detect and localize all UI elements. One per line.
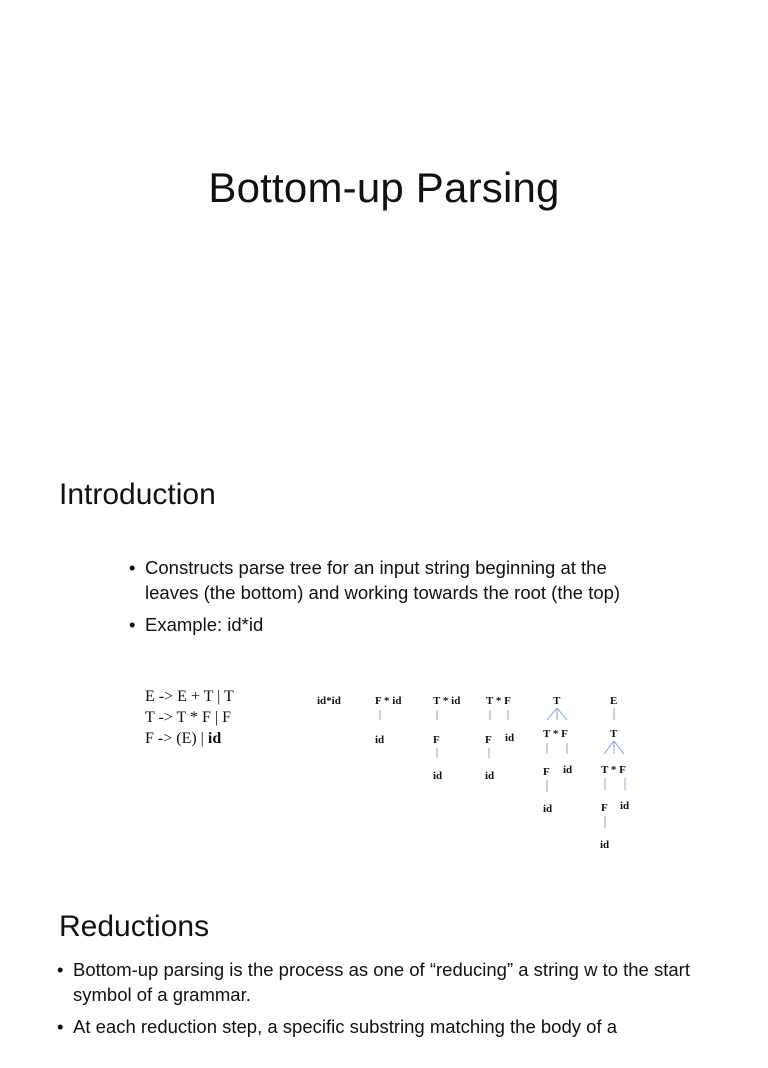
tree-node: T [610,728,618,740]
tree-node: T * id [433,695,461,707]
tree-node: T * F [486,695,511,707]
introduction-slide [0,434,768,868]
tree-node: id [505,732,515,744]
tree-node: F [601,802,608,814]
tree-node: E [610,695,618,707]
grammar-rule: E -> E + T | T [145,688,234,705]
tree-node: id [620,800,630,812]
grammar-rule [145,728,234,749]
grammar-rules [145,686,234,749]
title-slide [0,0,768,434]
tree-node: F [543,766,550,778]
reductions-slide [0,868,768,1068]
tree-node: F * id [375,695,402,707]
tree-node: id [485,770,495,782]
tree-node: id [375,734,385,746]
bullet-item: • At each reduction step, a specific substring matching the body of a [57,1015,707,1040]
tree-node: F [433,734,440,746]
grammar-rule-text: F -> (E) | [145,730,208,747]
tree-node: id [433,770,443,782]
introduction-heading: Introduction [59,478,216,511]
bullet-item: • Example: id*id [129,613,649,638]
tree-edge [604,741,614,754]
tree-node: id [600,839,610,851]
tree-node: T [553,695,561,707]
tree-node: id [563,764,573,776]
tree-node: T * F [601,764,626,776]
grammar-rule: T -> T * F | F [145,709,232,726]
bullet-item: • Bottom-up parsing is the process as one of “reducing” a string w to the start symbol of a grammar. [57,958,707,1007]
bullet-item: • Constructs parse tree for an input string beginning at the leaves (the bottom) and working towards the root (the top) [129,556,649,605]
introduction-bullet-list [129,556,649,638]
reductions-bullet-list [57,958,707,1040]
tree-edge [557,708,567,720]
tree-node: id*id [317,695,341,707]
tree-edge [614,741,624,754]
tree-node: id [543,803,553,815]
reductions-heading: Reductions [59,910,210,943]
tree-node: F [485,734,492,746]
slide-title: Bottom-up Parsing [208,164,560,211]
grammar-rule-id: id [207,730,222,747]
parse-tree-diagram [300,684,660,854]
tree-node: T * F [543,728,568,740]
tree-edge [547,708,557,720]
